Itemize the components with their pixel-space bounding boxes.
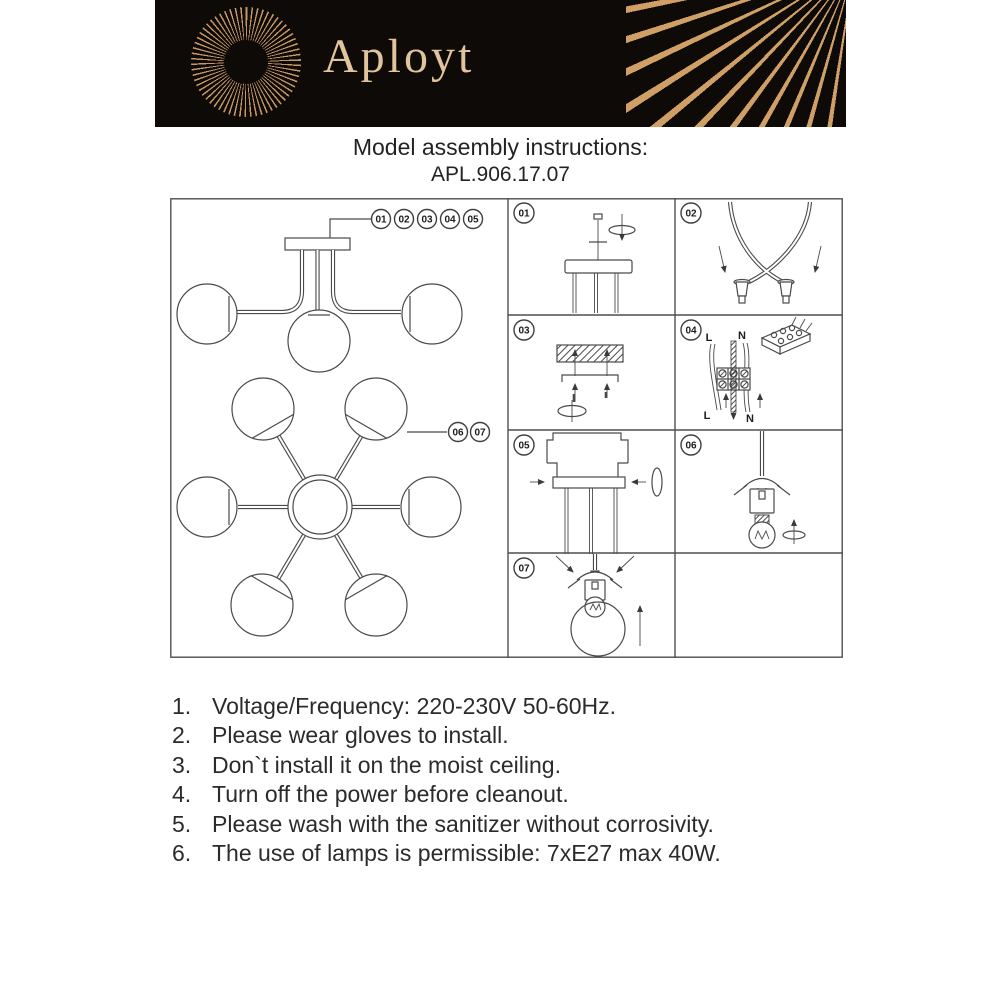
wiring-n-top: N <box>738 330 746 342</box>
wiring-l-bottom: L <box>703 410 711 422</box>
step-05-illustration <box>514 433 662 554</box>
lamp-top-view <box>177 378 461 636</box>
item-text: The use of lamps is permissible: 7xE27 max 40W. <box>212 840 721 867</box>
item-number: 6. <box>172 840 192 867</box>
item-number: 3. <box>172 751 192 778</box>
callout-07: 07 <box>474 427 486 439</box>
item-number: 5. <box>172 810 192 837</box>
list-item <box>172 721 832 750</box>
step-05-label: 05 <box>518 440 530 452</box>
item-text: Don`t install it on the moist ceiling. <box>212 751 561 778</box>
callout-03: 03 <box>421 214 433 226</box>
callout-04: 04 <box>444 214 456 226</box>
step-02-label: 02 <box>685 208 697 220</box>
instructions-list <box>172 692 832 868</box>
item-text: Please wash with the sanitizer without corrosivity. <box>212 810 714 837</box>
corner-rays-decoration <box>626 0 846 127</box>
item-text: Turn off the power before cleanout. <box>212 781 569 808</box>
step-02-illustration <box>681 202 821 303</box>
list-item <box>172 751 832 780</box>
lamp-side-view <box>177 219 462 372</box>
brand-text: Aployt <box>323 30 475 83</box>
side-view-callouts <box>372 210 483 229</box>
step-01-label: 01 <box>518 208 530 220</box>
step-01-illustration <box>514 203 635 313</box>
list-item <box>172 692 832 721</box>
step-06-label: 06 <box>685 440 697 452</box>
wiring-n-bottom: N <box>746 413 754 425</box>
model-number: APL.906.17.07 <box>431 163 570 186</box>
item-number: 4. <box>172 781 192 808</box>
item-text: Please wear gloves to install. <box>212 722 509 749</box>
callout-06: 06 <box>452 427 464 439</box>
sunburst-core <box>224 40 268 84</box>
item-number: 2. <box>172 722 192 749</box>
step-04-label: 04 <box>685 325 697 337</box>
brand-banner <box>155 0 846 127</box>
step-07-label: 07 <box>518 563 530 575</box>
step-06-illustration <box>681 431 805 548</box>
wiring-l-top: L <box>705 332 713 344</box>
item-text: Voltage/Frequency: 220-230V 50-60Hz. <box>212 693 617 719</box>
page-title: Model assembly instructions: <box>352 134 649 160</box>
step-07-illustration <box>514 554 640 656</box>
list-item <box>172 839 832 868</box>
step-04-illustration <box>681 317 812 425</box>
item-number: 1. <box>172 693 192 719</box>
callout-02: 02 <box>398 214 410 226</box>
step-03-illustration <box>514 320 623 422</box>
list-item <box>172 810 832 839</box>
top-view-callouts <box>407 423 490 442</box>
callout-05: 05 <box>467 214 479 226</box>
step-03-label: 03 <box>518 325 530 337</box>
list-item <box>172 780 832 809</box>
assembly-diagram <box>170 198 843 658</box>
callout-01: 01 <box>375 214 387 226</box>
